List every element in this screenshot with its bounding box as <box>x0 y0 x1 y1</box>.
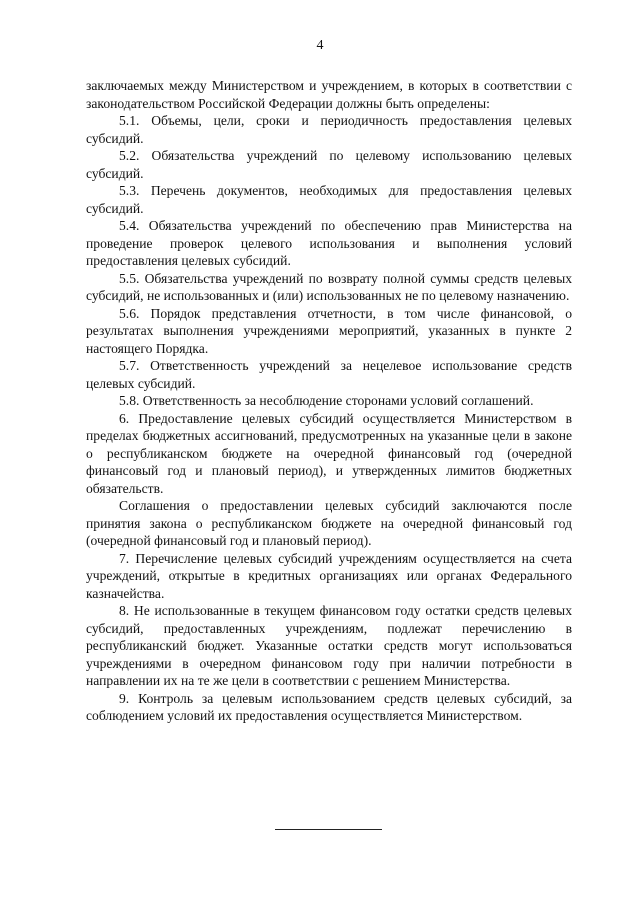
paragraph-6-agreements: Соглашения о предоставлении целевых субсидий заключаются после принятия закона о республиканском бюджете на очередной финансовый год (очередной финансовый год и плановый период). <box>86 498 572 548</box>
paragraph-5-3: 5.3. Перечень документов, необходимых для предоставления целевых субсидий. <box>86 183 572 216</box>
paragraph-continuation: заключаемых между Министерством и учреждением, в которых в соответствии с законодательством Российской Федерации должны быть определены: <box>86 78 572 111</box>
paragraph-5-1: 5.1. Объемы, цели, сроки и периодичность предоставления целевых субсидий. <box>86 113 572 146</box>
paragraph-9: 9. Контроль за целевым использованием средств целевых субсидий, за соблюдением условий их предоставления осуществляется Министерством. <box>86 690 572 723</box>
paragraph-5-2: 5.2. Обязательства учреждений по целевому использованию целевых субсидий. <box>86 148 572 181</box>
paragraph-6: 6. Предоставление целевых субсидий осуществляется Министерством в пределах бюджетных ассигнований, предусмотренных на указанные цели в законе о республиканском бюджете на очередной финансовый год (очередной финансовый год и плановый период), и утвержденных лимитов бюджетных обязательств. <box>86 410 572 496</box>
paragraph-5-6: 5.6. Порядок представления отчетности, в том числе финансовой, о результатах выполнения учреждениями мероприятий, указанных в пункте 2 настоящего Порядка. <box>86 305 572 356</box>
page-number: 4 <box>316 38 324 53</box>
paragraph-7: 7. Перечисление целевых субсидий учреждениям осуществляется на счета учреждений, открытые в кредитных организациях или органах Федерального казначейства. <box>86 550 572 601</box>
document-body <box>86 77 572 725</box>
paragraph-5-5: 5.5. Обязательства учреждений по возврату полной суммы средств целевых субсидий, не использованных и (или) использованных не по целевому назначению. <box>86 270 572 303</box>
end-divider-line <box>275 829 382 830</box>
paragraph-5-8: 5.8. Ответственность за несоблюдение сторонами условий соглашений. <box>119 393 534 408</box>
paragraph-8: 8. Не использованные в текущем финансовом году остатки средств целевых субсидий, предоставленных учреждениям, подлежат перечислению в республиканский бюджет. Указанные остатки средств могут использоваться учреждениями в очередном финансовом году при наличии потребности в направлении их на те же цели в соответствии с решением Министерства. <box>86 603 572 688</box>
paragraph-5-4: 5.4. Обязательства учреждений по обеспечению прав Министерства на проведение проверок целевого использования и выполнения условий предоставления целевых субсидий. <box>86 218 572 268</box>
paragraph-5-7: 5.7. Ответственность учреждений за нецелевое использование средств целевых субсидий. <box>86 358 572 391</box>
